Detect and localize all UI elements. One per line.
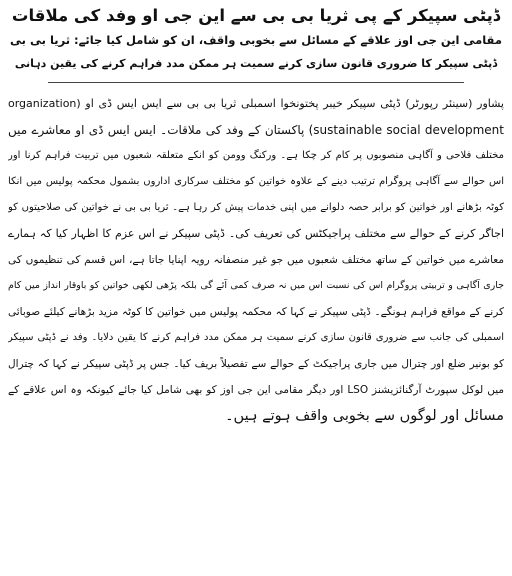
body-line: میں لوکل سپورٹ آرگنائزیشنز LSO اور دیگر مقامی این جی اوز کو بھی شامل کیا جائے کیونکہ وہ اس علاقے کے <box>8 384 504 396</box>
article-body <box>8 91 504 429</box>
headline-block <box>8 4 504 76</box>
headline-divider <box>48 82 464 83</box>
body-line: مسائل اور لوگوں سے بخوبی واقف ہوتے ہیں۔ <box>225 408 504 424</box>
body-line: کوٹہ بڑھانے اور خواتین کو برابر حصہ دلوانے میں اپنی خدمات پیش کر رہا ہے۔ ثریا بی بی نے خواتین کی صلاحیتوں کو <box>8 202 504 213</box>
body-line: جاری آگاہی و تربیتی پروگرام اس کی نسبت اس میں نہ صرف کمی آئے گی بلکہ پڑھی لکھی خواتین کو باوقار انداز میں کام <box>8 280 504 291</box>
body-line: اس حوالے سے آگاہی پروگرام ترتیب دینے کے علاوہ خواتین کو مختلف سرکاری اداروں بشمول محکمہ پولیس میں انکا <box>8 176 504 187</box>
sub-headline-2: ڈپٹی سپیکر کا ضروری قانون سازی کرنے سمیت ہر ممکن مدد فراہم کرنے کی یقین دہانی <box>14 57 498 70</box>
body-line: اجاگر کرنے کے حوالے سے مختلف پراجیکٹس کی تعریف کی۔ ڈپٹی سپیکر نے اس عزم کا اظہار کیا کہ ہمارے <box>8 227 504 240</box>
sub-headline-1: مقامی این جی اوز علاقے کے مسائل سے بخوبی واقف، ان کو شامل کیا جائے: ثریا بی بی <box>10 33 502 47</box>
body-line: مختلف فلاحی و آگاہی منصوبوں پر کام کر چکا ہے۔ ورکنگ وومن کو انکے متعلقہ شعبوں میں تربیت فراہم کرنا اور <box>8 150 504 161</box>
body-line: معاشرے میں خواتین کے ساتھ مختلف شعبوں میں جو غیر منصفانہ رویہ اپنایا جاتا ہے، اس قسم کی تنظیموں کی <box>8 254 504 266</box>
main-headline: ڈپٹی سپیکر کے پی ثریا بی بی سے این جی او وفد کی ملاقات <box>11 6 501 25</box>
body-line: کرنے کے مواقع فراہم ہونگے۔ ڈپٹی سپیکر نے کہا کہ محکمہ پولیس میں خواتین کا کوٹہ مزید بڑھانے کیلئے صوبائی <box>8 306 504 318</box>
body-line: پشاور (سینئر رپورٹر) ڈپٹی سپیکر خیبر پختونخوا اسمبلی ثریا بی بی سے ایس ایس ڈی او (organization <box>8 97 504 110</box>
body-line: sustainable social development) پاکستان کے وفد کی ملاقات۔ ایس ایس ڈی او معاشرے میں <box>8 123 504 137</box>
body-line: کو بونیر ضلع اور چترال میں جاری پراجیکٹ کے حوالے سے تفصیلاً بریف کیا۔ جس پر ڈپٹی سپیکر نے کہا کہ چترال <box>8 358 504 370</box>
body-line: اسمبلی کی جانب سے ضروری قانون سازی کرنے سمیت ہر ممکن مدد فراہم کرنے کا یقین دلایا۔ وفد نے ڈپٹی سپیکر <box>8 332 504 343</box>
